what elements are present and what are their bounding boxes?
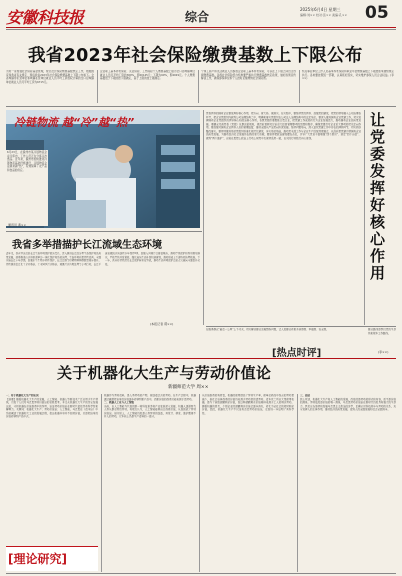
theory-subhead-1: 一、对于机器化大生产的认识 xyxy=(6,394,39,397)
hotspot-label xyxy=(272,344,321,359)
lead-body-col-1: 为进一步加强社会保险基金管理，规范社会保险缴费基数核定工作，根据国家和我省有关规定，现将我省2023年社会保险缴费基数上下限公布如下。全省城镇非私营单位和城镇私营单位就业人员平均工资加权计算的全口径城镇单位就业人员月平均工资为6715元。 xyxy=(6,70,94,84)
vertical-title-char: 好 xyxy=(370,196,386,214)
feature-credit: 通讯员 黄×× xyxy=(8,223,26,227)
lead-headline: 我省2023年社会保险缴费基数上下限公布 xyxy=(28,46,363,66)
theory-subhead-3: 三、总结 xyxy=(300,394,311,397)
hotspot-side-text: 群众路线是我们党的生命线和根本工作路线。 xyxy=(368,328,396,335)
vertical-title-char: 委 xyxy=(370,145,386,163)
date-line: 2025年6月4日 星期三 xyxy=(300,7,341,12)
vertical-title-char: 挥 xyxy=(370,179,386,197)
theory-subhead-2: 二、机器人工业与人工智能 xyxy=(104,401,135,404)
lead-body-col-3: 个体工商户和灵活就业人员参加企业职工基本养老保险，可以在上下限之间自主选择缴费基数。各级社会保险经办机构要严格执行缴费基数核定政策，做好政策宣传解读工作，确保参保单位和个人按时足额缴纳社会保险费。 xyxy=(201,70,296,80)
theory-top-rule xyxy=(6,358,396,359)
vertical-title-char: 作 xyxy=(370,247,386,265)
theory-col-2: 机器作为劳动资料，是人类劳动的产物，凝结着过去的劳动。在生产过程中，机器通过磨损把自身的价值逐步转移到新产品中，而新价值的创造只能来源于活劳动。 二、机器人工业与人工智能 当前，以人工智能为代表的新一轮科技革命和产业变革深入发展，机器人逐渐替代人类从事重复性劳动。有观点认为，人工智能能够自主创造价值，从而挑战了劳动价值论。但实际上，人工智能仍然是人类劳动的结晶，其设计、研发、维护都离不开人的劳动，它本质上仍是生产资料的一部分。 xyxy=(104,394,196,418)
masthead xyxy=(0,0,402,36)
theory-column-tag xyxy=(6,546,98,571)
hotspot-label-text: [热点时评] xyxy=(272,348,322,359)
theory-col-1: 一、对于机器化大生产的认识 【摘要】随着机器化大生产的发展，人工智能、机器人等新技术广泛应用于生产领域，引发了人们对马克思劳动价值论的重新思考。本文从机器化大生产的历史发展出发，分析机器在价值创造中的作用，论证劳动价值论在新时代依然具有科学性和解释力。关键词：机器化大生产；劳动价值论；人工智能。马克思在《资本论》中系统阐述了机器和大工业的发展过程，指出机器本身并不创造价值，只是把自身的价值转移到产品中去。 xyxy=(6,394,98,418)
vertical-title-char: 让 xyxy=(370,111,386,129)
yangtze-headline: 我省多举措描护长江流域生态环境 xyxy=(12,240,162,251)
page-bottom-rule xyxy=(6,573,396,574)
section-name: 综合 xyxy=(185,10,210,24)
theory-headline: 关于机器化大生产与劳动价值论 xyxy=(57,364,272,382)
editor-line: 编辑:刘×× 校对:张×× 美编:孔×× xyxy=(300,13,348,17)
masthead-rule xyxy=(6,27,396,28)
lead-body-col-2: 企业职工基本养老保险、失业保险、工伤保险个人缴费基数上限为全口径城镇单位就业人员月平均工资的300%，即20145元；下限为60%，即4029元。个人缴费基数低于下限的按下限确定，高于上限的按上限确定。 xyxy=(100,70,195,80)
newspaper-logo: 安徽科技报 xyxy=(6,8,84,27)
page-number: 05 xyxy=(365,3,389,23)
theory-col-3: 从价值创造的角度看，机器的使用提高了劳动生产率，使单位商品中包含的劳动量减少，但社会总体创造的价值仍来源于劳动者的活劳动。资本家之所以大量使用机器，是为了获取超额剩余价值，而这种超额剩余价值同样来源于工人的剩余劳动。随着机器的普及，个别企业的超额剩余价值会逐步消失，转化为全社会的相对剩余价值。因此，机器化大生产不仅没有否定劳动价值论，反而进一步证明了其科学性。 xyxy=(202,394,294,415)
vertical-title-char: 发 xyxy=(370,162,386,180)
vertical-title-char: 党 xyxy=(370,128,386,146)
feature-caption: 6月23日，在滁州市某冷链物流企业冷库内，工作人员正在分拣冷冻食品。近年来，滁州市加快推进冷链物流基础设施建设，冷链物流企业越来越“热”，有效保障了农产品和食品的供应。 xyxy=(6,150,48,226)
theory-byline: 新疆师范大学 周×× xyxy=(168,385,209,390)
middle-article-col: 党委领导的国有企业要发挥好核心作用，把方向、管大局、保落实。在实践中，要坚持党的领导、加强党的建设，把党的领导融入公司治理各环节，把企业党组织内嵌到公司治理结构之中，明确和落实党组织在公司法人治理结构中的法定地位。要深入推进国有企业党建工作，切实发挥国有企业党组织的领导核心和政治核心作用。各级党组织要聚焦主责主业，把党建工作成效转化为企业发展活力，推动国有企业高质量发展。要健全完善党委（党组）议事决策规则，规范前置研究讨论重大经营管理事项的范围和程序，确保党组织对企业重大事项的把关定向作用。要加强对国有企业领导人员的管理监督，推动全面从严治党向纵深发展。坚持问题导向，深入查找党建工作中存在的薄弱环节，切实抓好整改落实。要持续推进基层党组织标准化规范化建设，夯实基层基础，推动党支部工作与企业生产经营深度融合，以高质量党建引领国有企业高质量发展，为推动经济社会发展作出新的更大贡献。要坚持把政治建设摆在首位，引导广大党员干部增强“四个意识”、坚定“四个自信”、做到“两个维护”，自觉在思想上政治上行动上同党中央保持高度一致，以实际行动践行初心使命。 xyxy=(206,112,361,140)
vertical-title-char: 核 xyxy=(370,213,386,231)
masthead-rule-thin xyxy=(6,29,396,30)
vertical-title-char: 用 xyxy=(370,264,386,282)
theory-column-tag-text: [理论研究] xyxy=(8,552,67,566)
hotspot-side-credit: (李××) xyxy=(378,350,389,354)
lead-body-col-4: 机关事业单位工作人员基本养老保险和职业年金缴费基数上下限按照本通知规定执行。各地要按照统一部署，认真抓好落实，切实维护参保人员合法权益。(李××) xyxy=(302,70,394,80)
hotspot-lead-text: 在服务群众“最后一公里”上下功夫，切实解决群众急难愁盼问题，让人民群众有更多获得感、幸福感、安全感。 xyxy=(206,328,329,331)
theory-col-4: 三、总结 综上所述，机器化大生产和人工智能的发展，改变的是劳动的形式和内容，而不是价值的源泉。劳动依然是价值的唯一源泉，马克思劳动价值论在新时代仍然具有强大的生命力。我们应当坚持和发展马克思主义政治经济学，正确认识科技进步与劳动的关系，充分发挥人的主体作用，推动经济高质量发展，促进人的全面发展和社会全面进步。 xyxy=(300,394,396,411)
vertical-comment-title xyxy=(370,112,394,282)
yangtze-body: 近年来，我省坚决扛起长江生态环境保护政治责任，深入推进长江经济带生态保护和高质量发展，统筹推进山水林田湖草沙一体化保护和系统治理，生态环境质量持续改善。全面实施长江十年禁渔，加强水生生物多样性保护，长江江豚等珍稀物种种群数量稳步回升。持续推进沿江化工企业整治、工业园区污水整治、城镇污水垃圾处理等专项行动，长江干流安徽段水质连续多年保持Ⅱ类。加强入河排污口排查整治，推动岸线保护和利用规划落实，严格岸线开发管控。强化流域生态补偿机制建设，推动形成上下游协同治理格局。下一步，我省将持续深化长江保护修复攻坚战，推动生态环境保护由重点突破向全面提升转变。 xyxy=(6,252,200,266)
feature-banner: 冷链物流 越“冷”越“热” xyxy=(14,116,135,129)
yangtze-credit: (本报记者 郭××) xyxy=(150,322,174,326)
vertical-title-char: 心 xyxy=(370,230,386,248)
